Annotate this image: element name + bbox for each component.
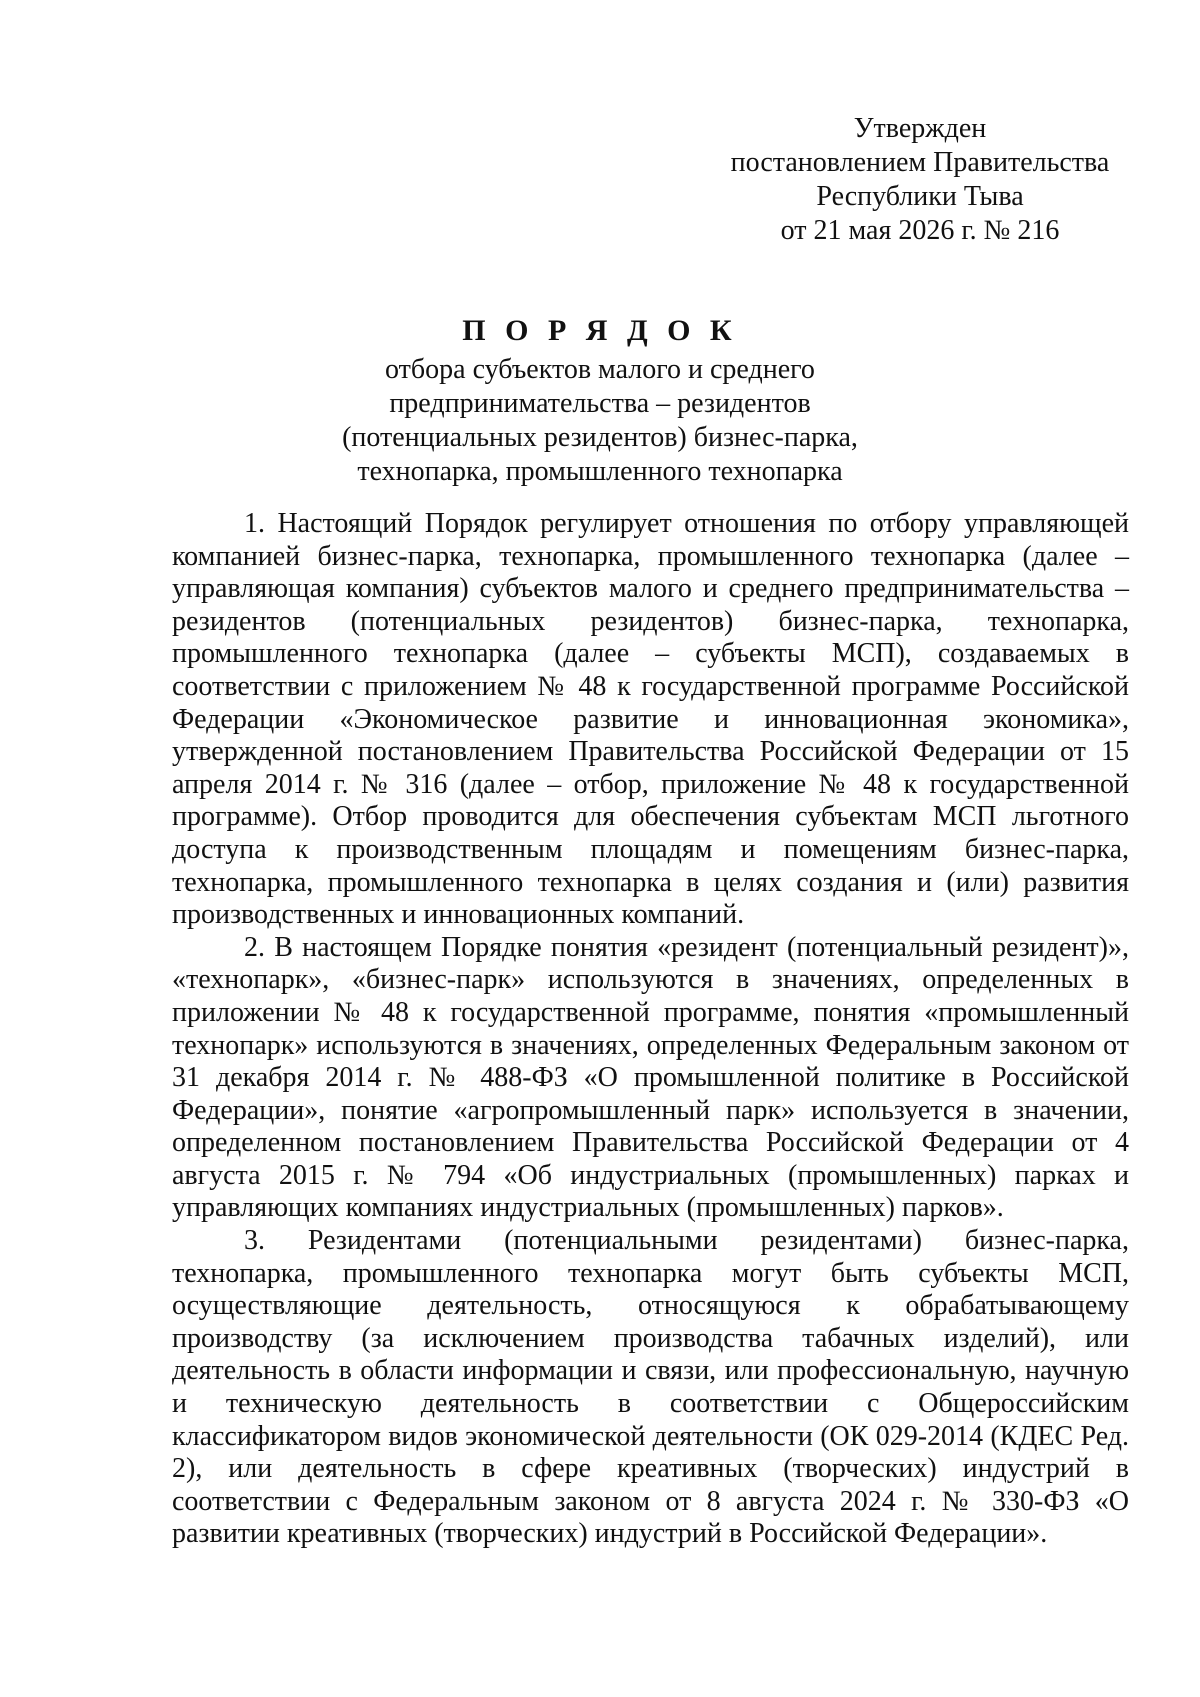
approval-line: от 21 мая 2026 г. № 216 bbox=[780, 215, 1060, 246]
document-subtitle-line: технопарка, промышленного технопарка bbox=[357, 456, 843, 487]
paragraph-2: 2. В настоящем Порядке понятия «резидент (потенциальный резидент)», «технопарк», «бизнес-парк» используются в значениях, определенных в приложении № 48 к государственной программе, понятия «промышленный технопарк» используются в значениях, определенных Федеральным законом от 31 декабря 2014 г. № 488-ФЗ «О промышленной политике в Российской Федерации», понятие «агропромышленный парк» используется в значении, определенном постановлением Правительства Российской Федерации от 4 августа 2015 г. № 794 «Об индустриальных (промышленных) парках и управляющих компаниях индустриальных (промышленных) парков». bbox=[172, 931, 1129, 1224]
document-body bbox=[172, 508, 1129, 1551]
approval-line: постановлением Правительства bbox=[730, 147, 1110, 178]
title-block bbox=[200, 313, 1000, 489]
document-subtitle-line: предпринимательства – резидентов bbox=[389, 388, 811, 419]
document-title: П О Р Я Д О К bbox=[462, 314, 738, 347]
approval-line: Республики Тыва bbox=[816, 181, 1024, 212]
approval-line: Утвержден bbox=[853, 113, 987, 144]
paragraph-1: 1. Настоящий Порядок регулирует отношения по отбору управляющей компанией бизнес-парка, технопарка, промышленного технопарка (далее – управляющая компания) субъектов малого и среднего предпринимательства – резидентов (потенциальных резидентов) бизнес-парка, технопарка, промышленного технопарка (далее – субъекты МСП), создаваемых в соответствии с приложением № 48 к государственной программе Российской Федерации «Экономическое развитие и инновационная экономика», утвержденной постановлением Правительства Российской Федерации от 15 апреля 2014 г. № 316 (далее – отбор, приложение № 48 к государственной программе). Отбор проводится для обеспечения субъектам МСП льготного доступа к производственным площадям и помещениям бизнес-парка, технопарка, промышленного технопарка в целях создания и (или) развития производственных и инновационных компаний. bbox=[172, 508, 1129, 931]
document-subtitle-line: (потенциальных резидентов) бизнес-парка, bbox=[342, 422, 858, 453]
document-subtitle-line: отбора субъектов малого и среднего bbox=[385, 354, 815, 385]
paragraph-3: 3. Резидентами (потенциальными резидентами) бизнес-парка, технопарка, промышленного технопарка могут быть субъекты МСП, осуществляющие деятельность, относящуюся к обрабатывающему производству (за исключением производства табачных изделий), или деятельность в области информации и связи, или профессиональную, научную и техническую деятельность в соответствии с Общероссийским классификатором видов экономической деятельности (ОК 029-2014 (КДЕС Ред. 2), или деятельность в сфере креативных (творческих) индустрий в соответствии с Федеральным законом от 8 августа 2024 г. № 330-ФЗ «О развитии креативных (творческих) индустрий в Российской Федерации». bbox=[172, 1225, 1129, 1550]
approval-stamp bbox=[700, 112, 1140, 248]
